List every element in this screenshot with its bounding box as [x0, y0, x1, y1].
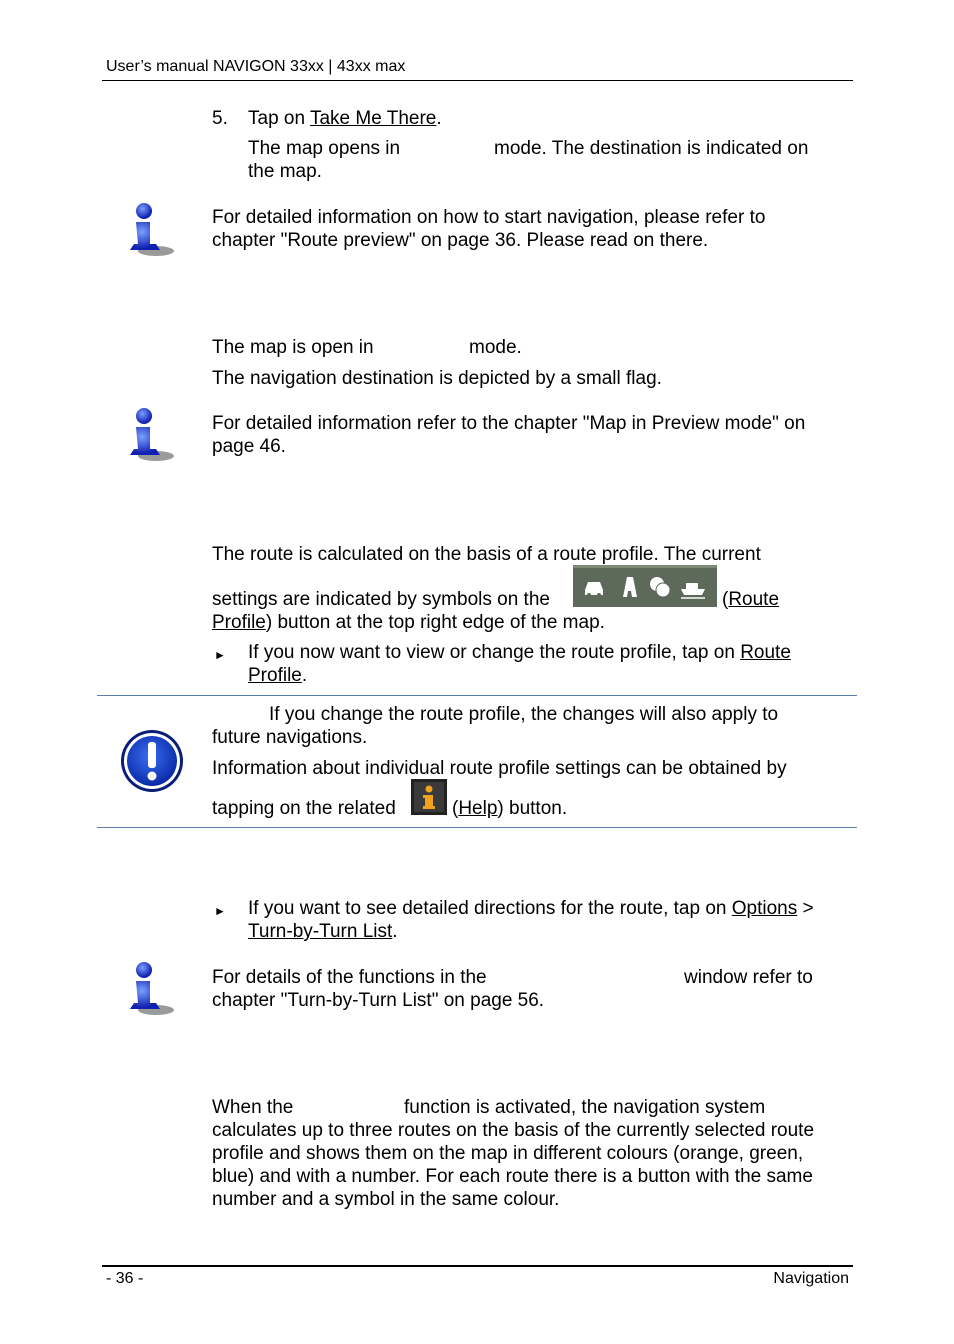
footer-rule	[102, 1265, 853, 1267]
alt-line2: calculates up to three routes on the basis of the currently selected route	[212, 1120, 815, 1141]
note-top-rule	[97, 695, 857, 696]
alt-line5: number and a symbol in the same colour.	[212, 1189, 560, 1210]
step-suffix: .	[436, 108, 442, 129]
note-line2: future navigations.	[212, 727, 368, 748]
note-line4a: tapping on the related	[212, 798, 396, 819]
route-profile-button[interactable]	[573, 565, 717, 607]
step5-line2: the map.	[248, 161, 322, 182]
help-link[interactable]: Help	[458, 798, 498, 819]
map-line2: The navigation destination is depicted by a small flag.	[212, 368, 662, 389]
note-line4-rest: (Help) button.	[452, 798, 568, 819]
step-number: 5.	[212, 108, 228, 129]
alt-line4: blue) and with a number. For each route there is a button with the same	[212, 1166, 813, 1187]
note-line1: If you change the route profile, the changes will also apply to	[269, 704, 779, 725]
take-me-there-link[interactable]: Take Me There	[309, 108, 437, 129]
bullet-arrow-icon: ►	[214, 904, 226, 918]
exclamation-icon	[120, 729, 184, 793]
profile-line2a: settings are indicated by symbols on the	[212, 589, 550, 610]
step5-line1b: mode. The destination is indicated on	[494, 138, 809, 159]
info1-line1: For detailed information on how to start navigation, please refer to	[212, 207, 766, 228]
help-icon	[411, 779, 447, 815]
route-link[interactable]: Route	[740, 642, 791, 663]
page-number: - 36 -	[106, 1270, 144, 1287]
section-name: Navigation	[773, 1270, 849, 1287]
info3-line2: chapter "Turn-by-Turn List" on page 56.	[212, 990, 545, 1011]
map-line1b: mode.	[469, 337, 522, 358]
info3-line1b: window refer to	[684, 967, 813, 988]
profile-line3: Profile) button at the top right edge of the map.	[212, 612, 605, 633]
step-5	[212, 107, 442, 130]
turn-bullet-line2: Turn-by-Turn List.	[248, 921, 398, 942]
alt-line1a: When the	[212, 1097, 294, 1118]
alt-line3: profile and shows them on the map in different colours (orange, green,	[212, 1143, 804, 1164]
turn-bullet-line1: If you want to see detailed directions for the route, tap on Options >	[248, 898, 814, 919]
info-person-icon	[124, 202, 178, 260]
profile-line1: The route is calculated on the basis of a route profile. The current	[212, 544, 761, 565]
info2-line1: For detailed information refer to the chapter "Map in Preview mode" on	[212, 413, 806, 434]
route-profile-link-2[interactable]: Profile	[212, 612, 266, 633]
note-bottom-rule	[97, 827, 857, 828]
info-person-icon	[124, 407, 178, 465]
info2-line2: page 46.	[212, 436, 286, 457]
header-title: User’s manual NAVIGON 33xx | 43xx max	[106, 58, 406, 75]
alt-line1b: function is activated, the navigation system	[404, 1097, 766, 1118]
step-prefix: Tap on	[248, 108, 310, 129]
map-line1a: The map is open in	[212, 337, 374, 358]
info1-line2: chapter "Route preview" on page 36. Please read on there.	[212, 230, 709, 251]
note-line3: Information about individual route profile settings can be obtained by	[212, 758, 787, 779]
profile-bullet-line1: If you now want to view or change the route profile, tap on Route	[248, 642, 791, 663]
info-person-icon	[124, 961, 178, 1019]
bullet-arrow-icon: ►	[214, 648, 226, 662]
profile-bullet-line2: Profile.	[248, 665, 308, 686]
info3-line1a: For details of the functions in the	[212, 967, 487, 988]
profile-link[interactable]: Profile	[248, 665, 302, 686]
step5-line1a: The map opens in	[248, 138, 401, 159]
header-rule	[102, 80, 853, 81]
turn-by-turn-list-link[interactable]: Turn-by-Turn List	[248, 921, 393, 942]
options-link[interactable]: Options	[731, 898, 798, 919]
help-button[interactable]	[411, 779, 447, 815]
route-profile-link[interactable]: Route	[728, 589, 780, 610]
route-profile-icon	[573, 565, 717, 607]
profile-line2-paren: (Route	[722, 589, 780, 610]
